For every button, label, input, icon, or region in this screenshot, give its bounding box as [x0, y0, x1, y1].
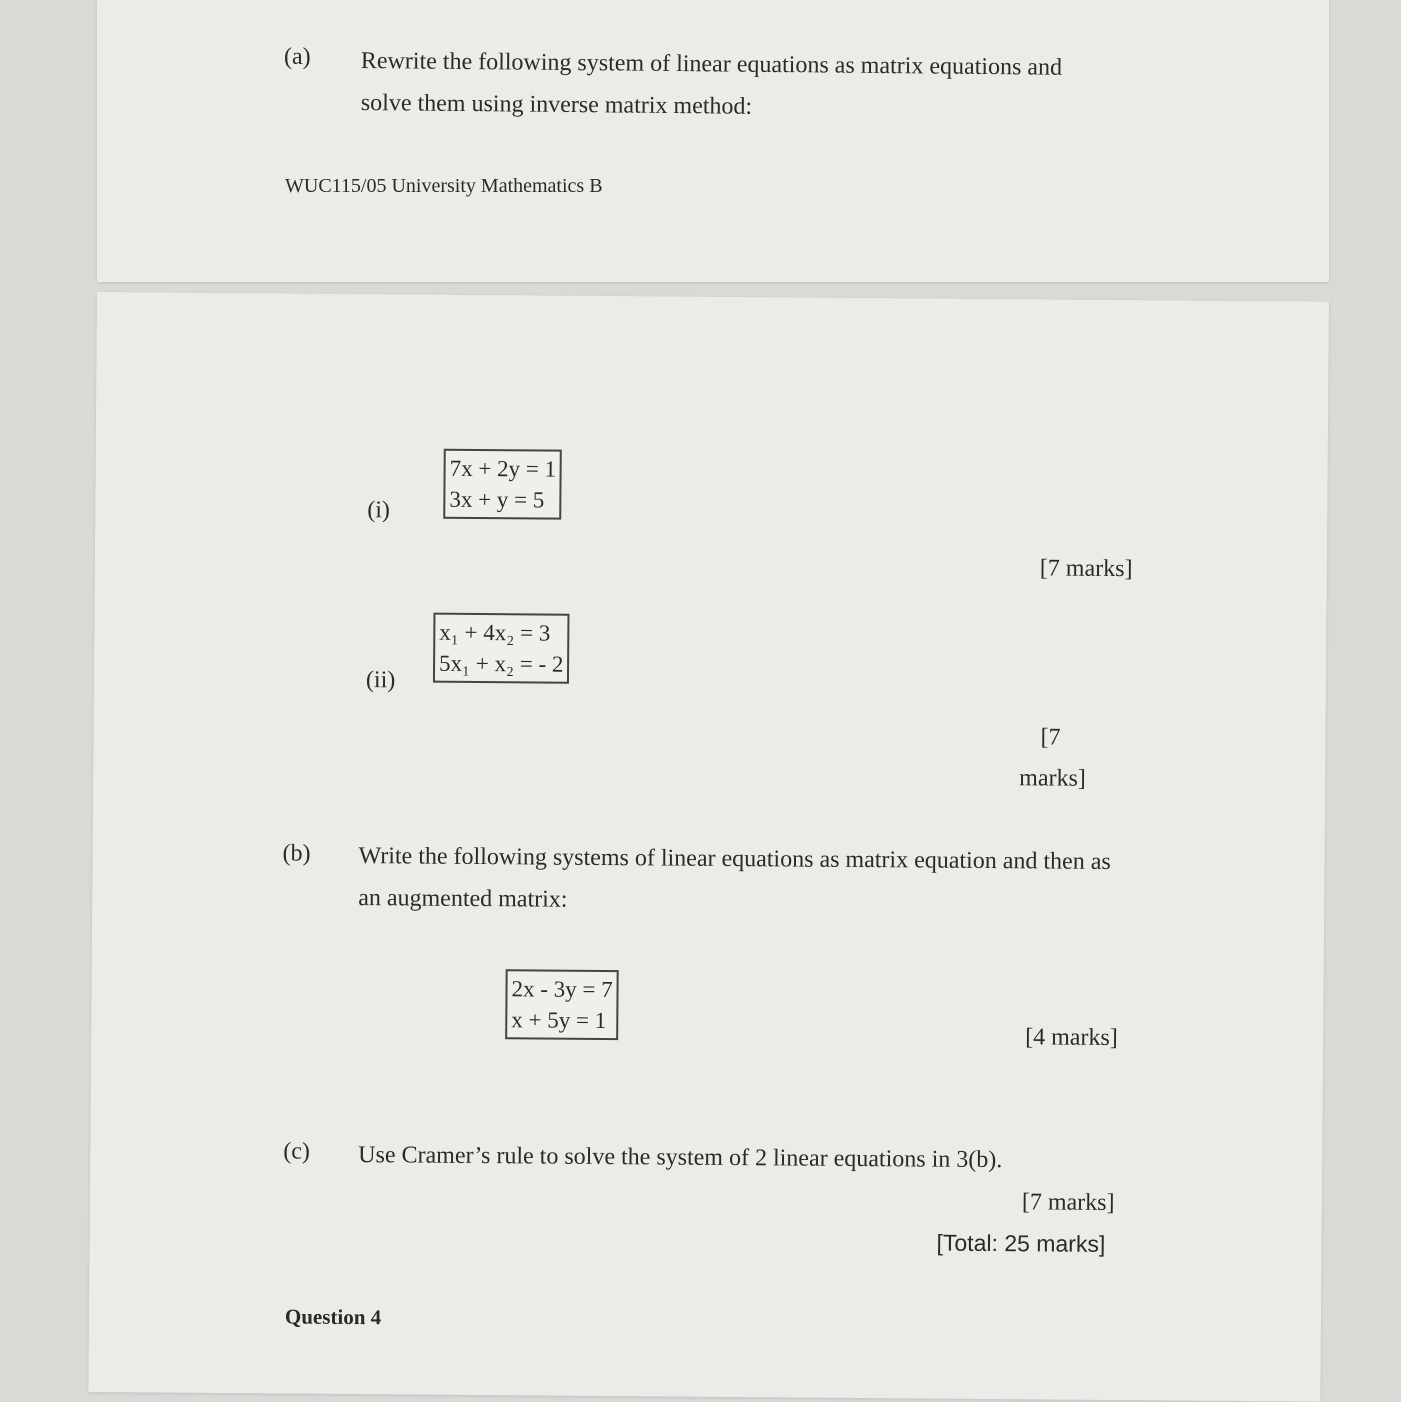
part-b-instruction-line1: Write the following systems of linear equations as matrix equation and then as [358, 843, 1111, 875]
part-c-label: (c) [283, 1138, 310, 1165]
part-a-ii-marks-line1: [7 [1040, 724, 1061, 751]
part-a-label: (a) [284, 44, 311, 70]
equation-box-b [505, 969, 619, 1040]
part-a-instruction-line1: Rewrite the following system of linear equations as matrix equations and [360, 48, 1063, 81]
equation-b-1: 2x - 3y = 7 [511, 976, 613, 1003]
part-c-marks: [7 marks] [1021, 1189, 1115, 1217]
part-a-ii-marks-line2: marks] [1019, 765, 1086, 792]
page-top [97, 0, 1329, 282]
part-a-ii-label: (ii) [365, 667, 396, 694]
part-a-instruction-line2: solve them using inverse matrix method: [360, 90, 753, 120]
equation-b-2: x + 5y = 1 [511, 1007, 607, 1034]
equation-a-i-1: 7x + 2y = 1 [449, 455, 557, 482]
equation-a-ii-2: 5x₁ + x₂ = - 2 [438, 650, 564, 677]
equation-box-a-i [443, 449, 562, 520]
page-bottom [88, 292, 1329, 1402]
part-c-instruction: Use Cramer’s rule to solve the system of 2 linear equations in 3(b). [358, 1142, 1003, 1174]
total-marks: [Total: 25 marks] [936, 1229, 1106, 1257]
equation-a-ii-1: x₁ + 4x₂ = 3 [439, 619, 551, 646]
next-question-heading: Question 4 [284, 1304, 382, 1330]
part-a-i-label: (i) [367, 497, 391, 524]
part-b-marks: [4 marks] [1025, 1024, 1118, 1052]
course-footer: WUC115/05 University Mathematics B [285, 175, 603, 197]
part-b-label: (b) [282, 840, 311, 867]
equation-a-i-2: 3x + y = 5 [449, 486, 545, 513]
part-a-i-marks: [7 marks] [1039, 555, 1133, 583]
equation-box-a-ii [433, 613, 570, 684]
part-b-instruction-line2: an augmented matrix: [358, 885, 568, 913]
